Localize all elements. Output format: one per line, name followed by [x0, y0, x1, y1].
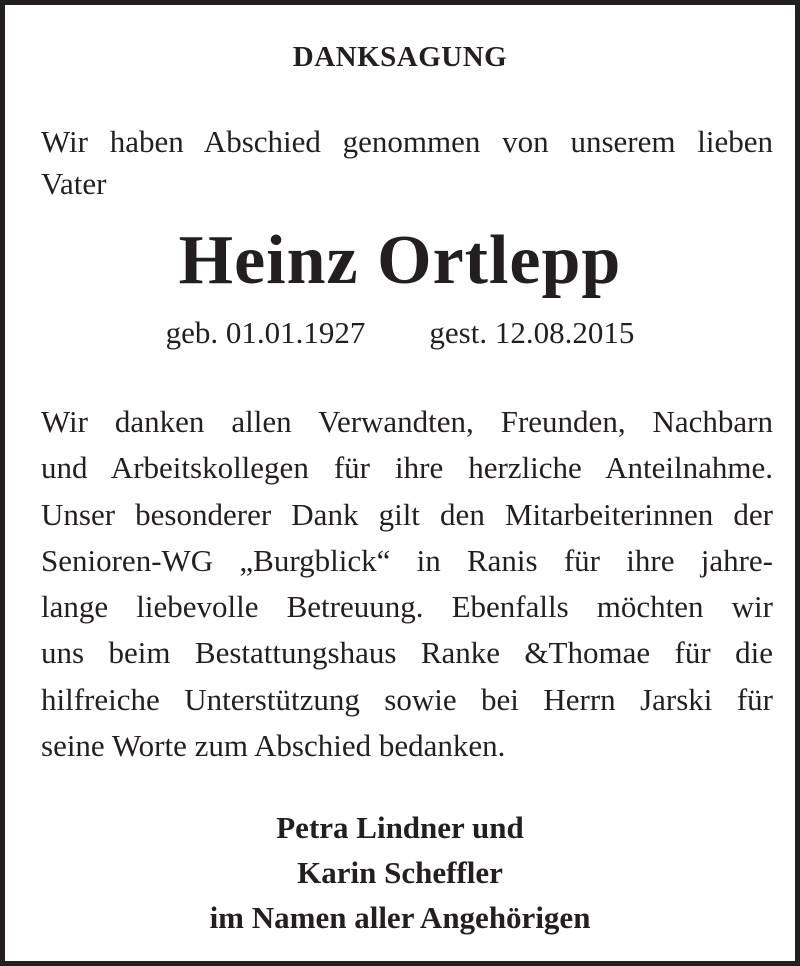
signer-line: Petra Lindner und — [276, 810, 524, 845]
signer-line: Karin Scheffler — [297, 855, 503, 890]
paragraph-line: Senioren-WG „Burgblick“ in Ranis für ihre jahre- — [41, 542, 773, 578]
paragraph-line: hilfreiche Unterstützung sowie bei Herrn Jarski für — [41, 681, 773, 717]
paragraph-line: und Arbeitskollegen für ihre herzliche Anteilnahme. — [41, 450, 773, 486]
notice-heading: DANKSAGUNG — [292, 41, 508, 73]
paragraph-line: uns beim Bestattungshaus Ranke &Thomae für die — [41, 635, 773, 671]
intro-line: Vater — [41, 166, 107, 201]
deceased-name: Heinz Ortlepp — [178, 222, 622, 299]
paragraph-line: Wir danken allen Verwandten, Freunden, Nachbarn — [41, 404, 773, 439]
paragraph-line: Unser besonderer Dank gilt den Mitarbeiterinnen der — [41, 496, 773, 532]
intro-line: Wir haben Abschied genommen von unserem lieben — [41, 124, 773, 159]
signers-block — [5, 805, 795, 940]
thanks-paragraph — [41, 399, 773, 769]
paragraph-line: seine Worte zum Abschied bedanken. — [41, 728, 506, 764]
intro-text — [41, 121, 773, 205]
death-date: gest. 12.08.2015 — [429, 315, 635, 350]
signer-line: im Namen aller Angehörigen — [209, 900, 591, 935]
life-dates — [5, 315, 795, 351]
paragraph-line: lange liebevolle Betreuung. Ebenfalls möchten wir — [41, 589, 773, 625]
birth-date: geb. 01.01.1927 — [165, 315, 366, 350]
